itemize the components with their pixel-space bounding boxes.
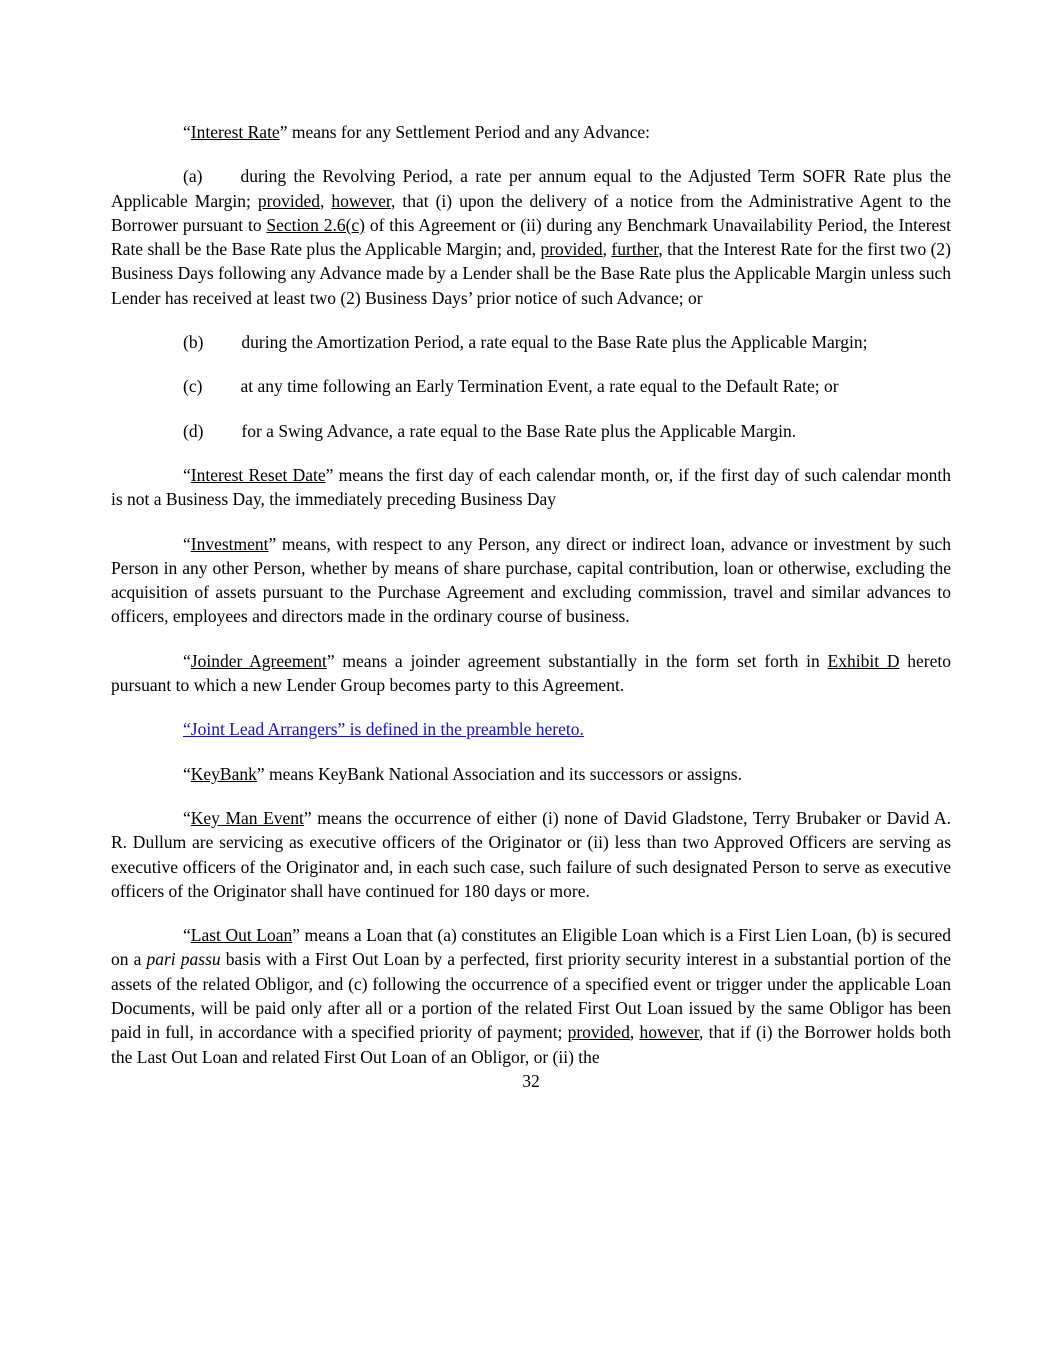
page-number: 32 xyxy=(522,1070,540,1091)
text-run: provided xyxy=(567,1022,630,1043)
definition-joint-lead-arrangers-link[interactable] xyxy=(111,717,951,741)
text-run: Key Man Event xyxy=(190,807,304,828)
text-run: pari passu xyxy=(146,949,221,970)
definition-interest-reset-date xyxy=(111,463,951,512)
text-run: (b) xyxy=(183,332,204,353)
text-run: , xyxy=(629,1022,640,1043)
text-run: however xyxy=(639,1022,700,1043)
text-run: “Joint Lead Arrangers” is defined in the preamble hereto. xyxy=(183,719,584,740)
text-run: , that if (i) the Borrower holds both the Last Out Loan and related First Out Loan of an Obligor, or (ii) the xyxy=(111,1022,952,1067)
text-run: “ xyxy=(183,763,191,784)
text-run: Last Out Loan xyxy=(190,925,293,946)
text-run: during the Amortization Period, a rate equal to the Base Rate plus the Applicable Margin; xyxy=(241,332,868,353)
text-run: hereto pursuant to which a new Lender Group becomes party to this Agreement. xyxy=(111,650,951,696)
text-run: provided xyxy=(540,239,603,260)
definition-key-man-event xyxy=(111,806,951,903)
definition-investment xyxy=(111,532,951,629)
text-run: at any time following an Early Termination Event, a rate equal to the Default Rate; or xyxy=(240,376,839,397)
text-run: “ xyxy=(183,807,191,828)
text-run: Section 2.6(c) xyxy=(266,214,365,235)
clause-b-amortization-period xyxy=(111,330,951,354)
text-run: Interest Rate xyxy=(190,122,280,142)
text-run: provided xyxy=(257,190,321,211)
text-run: , xyxy=(320,190,332,211)
text-run: of this Agreement or (ii) during any Benchmark Unavailability Period, the Interest Rate shall be the Base Rate plus the Applicable Margin; and, xyxy=(111,214,951,260)
text-run: however xyxy=(331,190,391,211)
text-run: for a Swing Advance, a rate equal to the Base Rate plus the Applicable Margin. xyxy=(241,420,797,441)
text-run: basis with a First Out Loan by a perfected, first priority security interest in a substantial portion of the assets of the related Obligor, and (c) following the occurrence of a specified event or trigger under the applicable Loan Documents, will be paid only after all or a portion of the related First Out Loan issued by the same Obligor has been paid in full, in accordance with a specified priority of payment; xyxy=(111,949,951,1043)
text-run: ” means a joinder agreement substantially in the form set forth in xyxy=(326,650,828,671)
text-run: “ xyxy=(183,122,191,142)
document-body xyxy=(111,120,951,1093)
text-run: ” means, with respect to any Person, any direct or indirect loan, advance or investment by such Person in any other Person, whether by means of share purchase, capital contribution, loan or otherwise, excluding the acquisition of assets pursuant to the Purchase Agreement and excluding commission, travel and similar advances to officers, employees and directors made in the ordinary course of business. xyxy=(111,533,951,627)
definition-last-out-loan xyxy=(111,923,951,1069)
clause-c-early-termination xyxy=(111,374,951,398)
clause-d-swing-advance xyxy=(111,419,951,443)
text-run: “ xyxy=(183,650,191,671)
text-run: Interest Reset Date xyxy=(190,464,326,485)
text-run: (c) xyxy=(183,376,203,397)
text-run: Exhibit D xyxy=(827,650,900,671)
definition-keybank xyxy=(111,762,951,786)
text-run: ” means a Loan that (a) constitutes an Eligible Loan which is a First Lien Loan, (b) is secured on a xyxy=(111,925,951,970)
definition-interest-rate xyxy=(111,120,951,144)
text-run: further xyxy=(611,239,659,260)
text-run: Investment xyxy=(190,533,269,554)
clause-a-revolving-period xyxy=(111,164,951,310)
text-run: during the Revolving Period, a rate per annum equal to the Adjusted Term SOFR Rate plus the Applicable Margin; xyxy=(111,166,951,211)
definition-joinder-agreement xyxy=(111,649,951,698)
text-run: , that the Interest Rate for the first two (2) Business Days following any Advance made by a Lender shall be the Base Rate plus the Applicable Margin unless such Lender has received at least two (2) Business Days’ prior notice of such Advance; or xyxy=(111,239,952,308)
text-run: “ xyxy=(183,925,191,946)
text-run: ” means for any Settlement Period and any Advance: xyxy=(279,122,651,142)
text-run: “ xyxy=(183,464,191,485)
text-run: ” means KeyBank National Association and its successors or assigns. xyxy=(256,763,742,784)
text-run: , xyxy=(602,239,612,260)
text-run: (d) xyxy=(183,420,204,441)
text-run: , that (i) upon the delivery of a notice from the Administrative Agent to the Borrower pursuant to xyxy=(111,190,952,235)
text-run: ” means the first day of each calendar month, or, if the first day of such calendar month is not a Business Day, the immediately preceding Business Day xyxy=(111,464,952,510)
text-run: Joinder Agreement xyxy=(190,650,327,671)
text-run: “ xyxy=(183,533,191,554)
text-run: KeyBank xyxy=(190,763,257,784)
text-run: ” means the occurrence of either (i) none of David Gladstone, Terry Brubaker or David A. R. Dullum are servicing as executive officers of the Originator or (ii) less than two Approved Officers are serving as executive officers of the Originator and, in each such case, such failure of such designated Person to serve as executive officers of the Originator shall have continued for 180 days or more. xyxy=(111,807,951,901)
text-run: (a) xyxy=(183,166,203,187)
